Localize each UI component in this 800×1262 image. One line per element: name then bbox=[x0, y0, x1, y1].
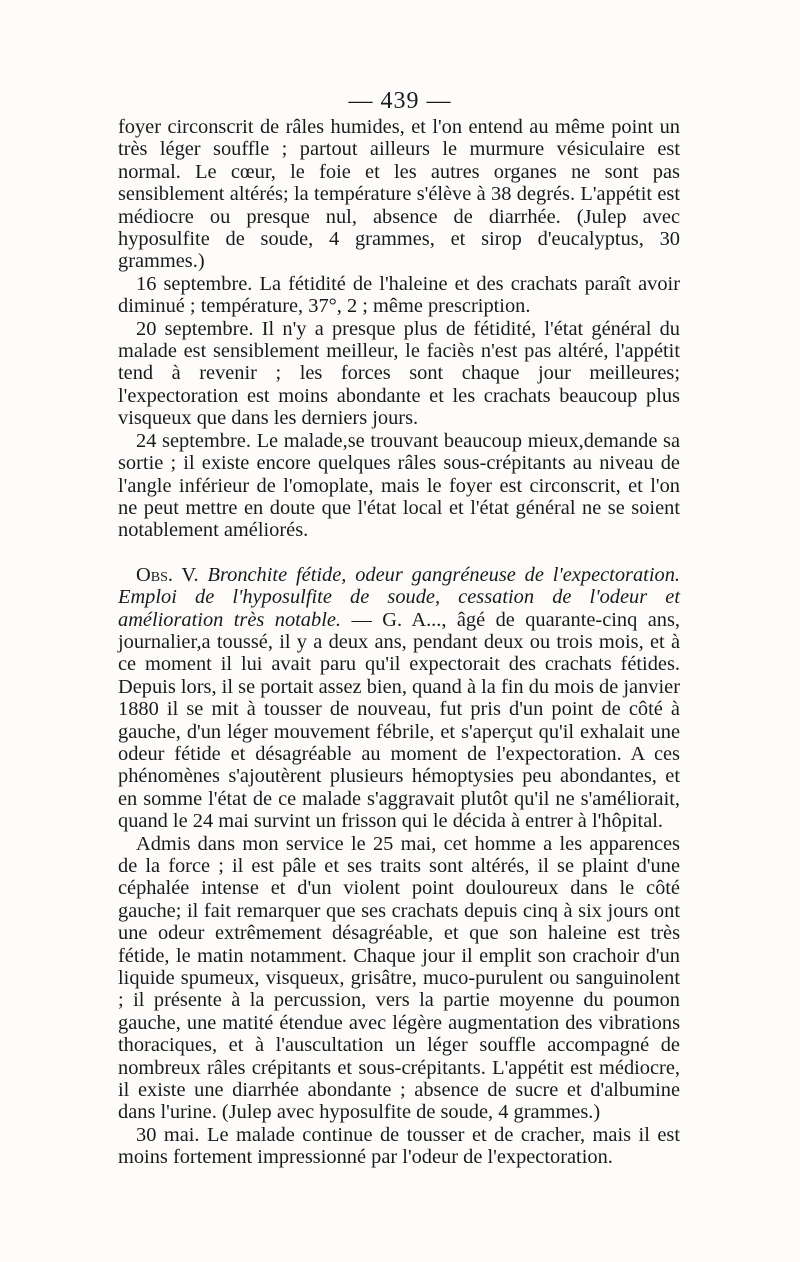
paragraph-24-septembre: 24 septembre. Le malade,se trouvant beaucoup mieux,demande sa sortie ; il existe encore quelques râles sous-crépitants au niveau de l'angle inférieur de l'omoplate, mais le foyer est circonscrit, et l'on ne peut mettre en doute que l'état local et l'état général ne se soient notablement améliorés. bbox=[118, 429, 680, 542]
page-number: — 439 — bbox=[348, 88, 452, 114]
paragraph-admission: Admis dans mon service le 25 mai, cet homme a les apparences de la force ; il est pâle et ses traits sont altérés, il se plaint d'une céphalée intense et d'un violent point douloureux dans le côté gauche; il fait remarquer que ses crachats depuis cinq à six jours ont une odeur extrêmement désagréable, et que son haleine est très fétide, le matin notamment. Chaque jour il emplit son crachoir d'un liquide spumeux, visqueux, grisâtre, muco-purulent ou sanguinolent ; il présente à la percussion, vers la partie moyenne du poumon gauche, une matité étendue avec légère augmentation des vibrations thoraciques, et à l'auscultation un léger souffle accompagné de nombreux râles crépitants et sous-crépitants. L'appétit est médiocre, il existe une diarrhée abondante ; absence de sucre et d'albumine dans l'urine. (Julep avec hyposulfite de soude, 4 grammes.) bbox=[118, 832, 680, 1124]
paragraph-20-septembre: 20 septembre. Il n'y a presque plus de fétidité, l'état général du malade est sensiblement meilleur, le faciès n'est pas altéré, l'appétit tend à revenir ; les forces sont chaque jour meilleures; l'expectoration est moins abondante et les crachats beaucoup plus visqueux que dans les derniers jours. bbox=[118, 317, 680, 430]
observation-v bbox=[118, 564, 680, 833]
observation-label: Obs. V. bbox=[136, 563, 199, 586]
observation-title: Bronchite fétide, odeur gangréneuse de l'expectoration. Emploi de l'hyposulfite de soude, cessation de l'odeur et amélioration très notable. bbox=[118, 563, 680, 631]
paragraph-16-septembre: 16 septembre. La fétidité de l'haleine et des crachats paraît avoir diminué ; température, 37°, 2 ; même prescription. bbox=[118, 272, 680, 318]
paragraph-continuation: foyer circonscrit de râles humides, et l'on entend au même point un très léger souffle ; partout ailleurs le murmure vésiculaire est normal. Le cœur, le foie et les autres organes ne sont pas sensiblement altérés; la température s'élève à 38 degrés. L'appétit est médiocre ou presque nul, absence de diarrhée. (Julep avec hyposulfite de soude, 4 grammes, et sirop d'eucalyptus, 30 grammes.) bbox=[118, 116, 680, 273]
paragraph-30-mai: 30 mai. Le malade continue de tousser et de cracher, mais il est moins fortement impressionné par l'odeur de l'expectoration. bbox=[118, 1123, 680, 1169]
body-text bbox=[118, 116, 680, 1169]
observation-text: — G. A..., âgé de quarante-cinq ans, journalier,a toussé, il y a deux ans, pendant deux ou trois mois, et à ce moment il lui avait paru qu'il expectorait des crachats fétides. Depuis lors, il se portait assez bien, quand à la fin du mois de janvier 1880 il se mit à tousser de nouveau, fut pris d'un point de côté à gauche, d'un léger mouvement fébrile, et s'aperçut qu'il exhalait une odeur fétide et désagréable au moment de l'expectoration. A ces phénomènes s'ajoutèrent plusieurs hémoptysies peu abondantes, et en somme l'état de ce malade s'aggravait plutôt qu'il ne s'améliorait, quand le 24 mai survint un frisson qui le décida à entrer à l'hôpital. bbox=[118, 608, 681, 833]
